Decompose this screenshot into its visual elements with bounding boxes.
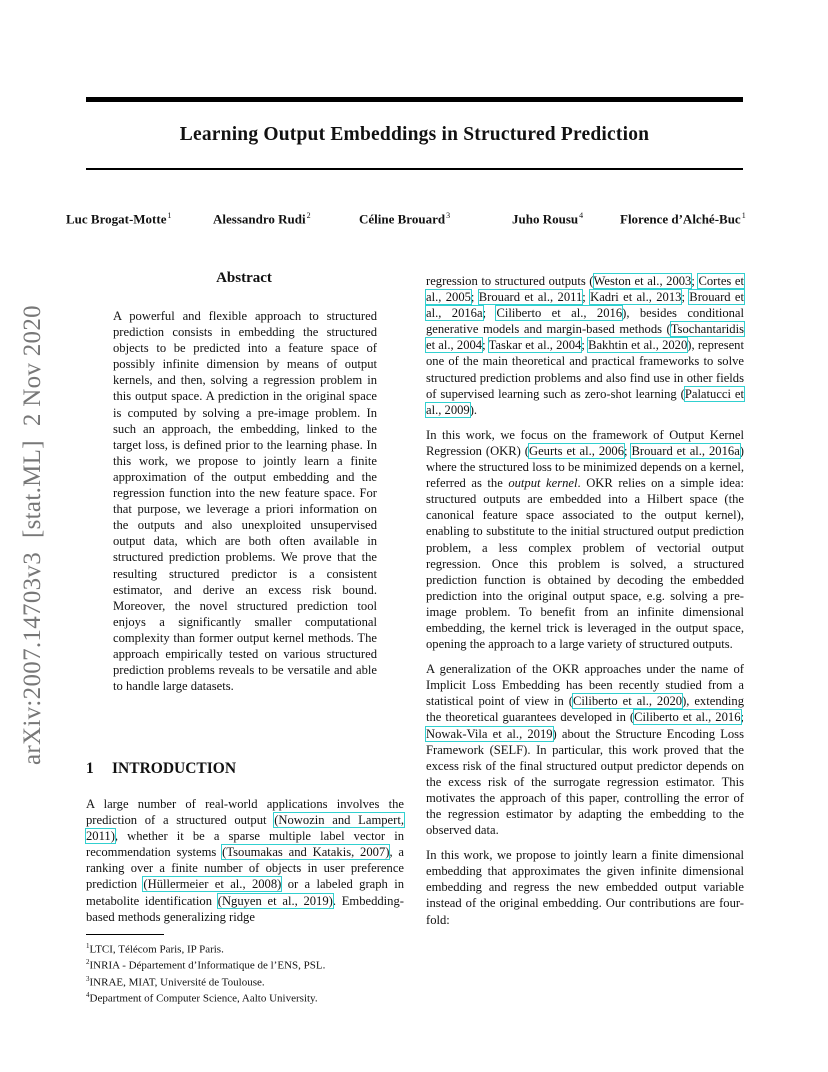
citation-link[interactable]: Tsochantaridis et al., 2004	[426, 322, 744, 353]
intro-paragraph-1: A large number of real-world applications involves the prediction of a structured output (Nowozin and Lampert, 2011), whether it be a sparse multiple label vector in recommendation systems (Tsoumakas and Katakis, 2007), a ranking over a finite number of objects in user preference prediction (Hüllermeier et al., 2008) or a labeled graph in metabolite identification (Nguyen et al., 2019). Embedding-based methods generalizing ridge	[86, 797, 404, 924]
citation-link[interactable]: (Nguyen et al., 2019)	[217, 893, 333, 908]
arxiv-side-stamp: arXiv:2007.14703v3[stat.ML]2 Nov 2020	[19, 305, 46, 765]
citation-link[interactable]: Brouard et al., 2016a	[631, 443, 740, 458]
author-1: Luc Brogat-Motte$^1$	[66, 211, 172, 227]
author-2: Alessandro Rudi$^2$	[213, 211, 311, 227]
footnotes	[86, 940, 406, 1005]
citation-link[interactable]: Geurts et al., 2006	[529, 443, 625, 458]
author-4: Juho Rousu$^4$	[512, 211, 584, 227]
intro-paragraph-5: In this work, we propose to jointly learn a finite dimensional embedding that approximates the given infinite dimensional embedding and regress the new embedded output variable instead of the original embedding. Our contributions are four-fold:	[426, 848, 744, 927]
citation-link[interactable]: Ciliberto et al., 2016	[634, 710, 741, 725]
footnote-rule	[86, 934, 164, 935]
citation-link[interactable]: Weston et al., 2003	[593, 274, 692, 288]
citation-link[interactable]: Ciliberto et al., 2020	[572, 694, 683, 709]
title-bottom-rule	[86, 168, 743, 170]
abstract-text: A powerful and flexible approach to structured prediction consists in embedding the structured objects to be predicted into a feature space of possibly infinite dimension by means of output kernels, and then, solving a regression problem in this output space. A prediction in the original space is computed by solving a pre-image problem. In such an approach, the embedding, linked to the target loss, is defined prior to the learning phase. In this work, we propose to jointly learn a finite approximation of the output embedding and the regression function into the new feature space. For that purpose, we leverage a priori information on the outputs and also unexploited unsupervised output data, which are both often available in structured prediction problems. We prove that the resulting structured predictor is a consistent estimator, and derive an excess risk bound. Moreover, the novel structured prediction tool enjoys a significantly smaller computational complexity than former output kernel methods. The approach empirically tested on various structured prediction problems reveals to be versatile and able to handle large datasets.	[113, 309, 377, 694]
citation-link[interactable]: Ciliberto et al., 2016	[496, 306, 623, 321]
title-top-rule	[86, 97, 743, 102]
footnote-2: $^2$INRIA - Département d’Informatique de l’ENS, PSL.	[86, 958, 326, 972]
intro-paragraph-4: A generalization of the OKR approaches under the name of Implicit Loss Embedding has been recently studied from a statistical point of view in (Ciliberto et al., 2020), extending the theoretical guarantees developed in (Ciliberto et al., 2016; Nowak-Vila et al., 2019) about the Structure Encoding Loss Framework (SELF). In particular, this work proved that the excess risk of the final structured output predictor depends on the excess risk of the surrogate regression estimator. This motivates the approach of this paper, controlling the error of the regression estimator by adapting the embedding to the observed data.	[426, 662, 745, 838]
paper-title: Learning Output Embeddings in Structured Prediction	[179, 124, 650, 145]
citation-link[interactable]: Bakhtin et al., 2020	[588, 338, 688, 353]
citation-link[interactable]: Brouard et al., 2011	[478, 290, 583, 305]
intro-paragraph-3: In this work, we focus on the framework of Output Kernel Regression (OKR) (Geurts et al., 2006; Brouard et al., 2016a) where the structured loss to be minimized depends on a kernel, referred as the output kernel. OKR relies on a simple idea: structured outputs are embedded into a Hilbert space (the canonical feature space associated to the output kernel), enabling to substitute to the initial structured output prediction problem, a less complex problem of vectorial output regression. Once this problem is solved, a structured prediction function is obtained by decoding the embedded prediction into the original output space, e.g. solving a pre-image problem. To benefit from an infinite dimensional embedding, the kernel trick is leveraged in the output space, opening the approach to a large variety of structured outputs.	[426, 427, 744, 652]
author-3: Céline Brouard$^3$	[359, 211, 451, 227]
citation-link[interactable]: Taskar et al., 2004	[488, 338, 582, 353]
citation-link[interactable]: (Nowozin and Lampert, 2011)	[86, 813, 404, 844]
author-5: Florence d’Alché-Buc$^1$	[620, 211, 746, 227]
citation-link[interactable]: Kadri et al., 2013	[590, 290, 682, 305]
citation-link[interactable]: (Hüllermeier et al., 2008)	[143, 877, 282, 892]
abstract-heading: Abstract	[216, 270, 272, 286]
footnote-4: $^4$Department of Computer Science, Aalto University.	[86, 990, 318, 1005]
footnote-3: $^3$INRAE, MIAT, Université de Toulouse.	[86, 974, 265, 989]
footnote-1: $^1$LTCI, Télécom Paris, IP Paris.	[86, 942, 224, 956]
section-heading: 1 INTRODUCTION	[86, 760, 237, 777]
right-column	[426, 273, 744, 937]
citation-link[interactable]: Brouard et al., 2016a	[426, 290, 744, 321]
citation-link[interactable]: Cortes et al., 2005	[426, 274, 744, 305]
intro-paragraph-2: regression to structured outputs (Weston et al., 2003; Cortes et al., 2005; Brouard et al., 2011; Kadri et al., 2013; Brouard et al., 2016a; Ciliberto et al., 2016), besides conditional generative models and margin-based methods (Tsochantaridis et al., 2004; Taskar et al., 2004; Bakhtin et al., 2020), represent one of the main theoretical and practical frameworks to solve structured prediction problems and also find use in other fields of supervised learning such as zero-shot learning (Palatucci et al., 2009).	[426, 274, 745, 417]
citation-link[interactable]: Nowak-Vila et al., 2019	[426, 726, 553, 741]
citation-link[interactable]: (Tsoumakas and Katakis, 2007)	[222, 845, 390, 860]
citation-link[interactable]: Palatucci et al., 2009	[426, 386, 744, 417]
